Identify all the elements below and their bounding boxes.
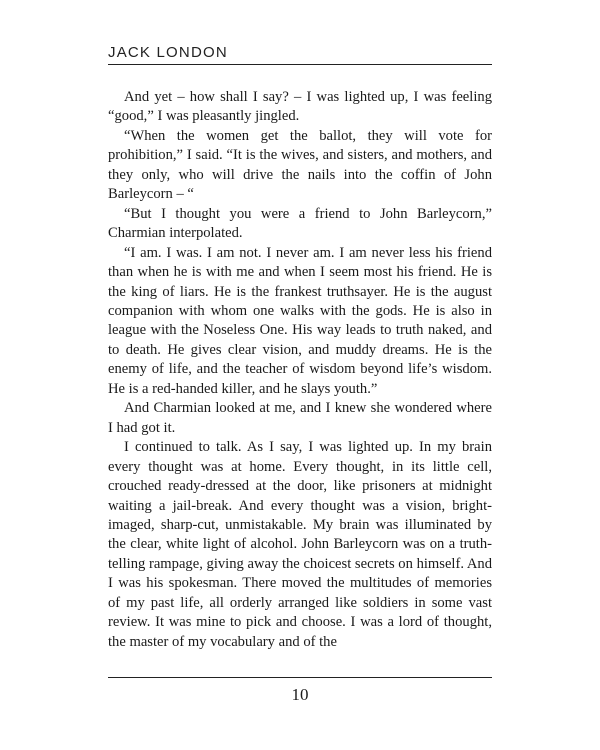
- paragraph: I continued to talk. As I say, I was lighted up. In my brain every thought was at home. Every thought, in its little cell, crouched ready-dressed at the door, like prisoners at midnight waiting a jail-break. And every thought was a vision, bright-imaged, sharp-cut, unmistakable. My brain was illuminated by the clear, white light of alcohol. John Barleycorn was on a truth-telling rampage, giving away the choicest secrets on himself. And I was his spokesman. There moved the multitudes of memories of my past life, all orderly arranged like soldiers in some vast review. It was mine to pick and choose. I was a lord of thought, the master of my vocabulary and of the: [108, 439, 492, 650]
- paragraph: And Charmian looked at me, and I knew she wondered where I had got it.: [108, 400, 492, 436]
- paragraph: “When the women get the ballot, they will vote for prohibition,” I said. “It is the wives, and sisters, and mothers, and they only, who will drive the nails into the coffin of John Barleycorn – “: [108, 127, 492, 203]
- paragraph: “But I thought you were a friend to John Barleycorn,” Charmian interpolated.: [108, 205, 492, 242]
- header-rule: [108, 64, 492, 65]
- body-text: [108, 88, 492, 652]
- footer-rule: [108, 677, 492, 678]
- paragraph: And yet – how shall I say? – I was lighted up, I was feeling “good,” I was pleasantly jingled.: [108, 89, 492, 125]
- paragraph: “I am. I was. I am not. I never am. I am never less his friend than when he is with me and when I seem most his friend. He is the king of liars. He is the frankest truthsayer. He is the august companion with whom one walks with the gods. He is also in league with the Noseless One. His way leads to truth naked, and to death. He gives clear vision, and muddy dreams. He is the enemy of life, and the teacher of wisdom beyond life’s wisdom. He is a red-handed killer, and he slays youth.”: [108, 244, 492, 397]
- page-number: 10: [291, 685, 309, 704]
- running-head: JACK LONDON: [108, 44, 228, 61]
